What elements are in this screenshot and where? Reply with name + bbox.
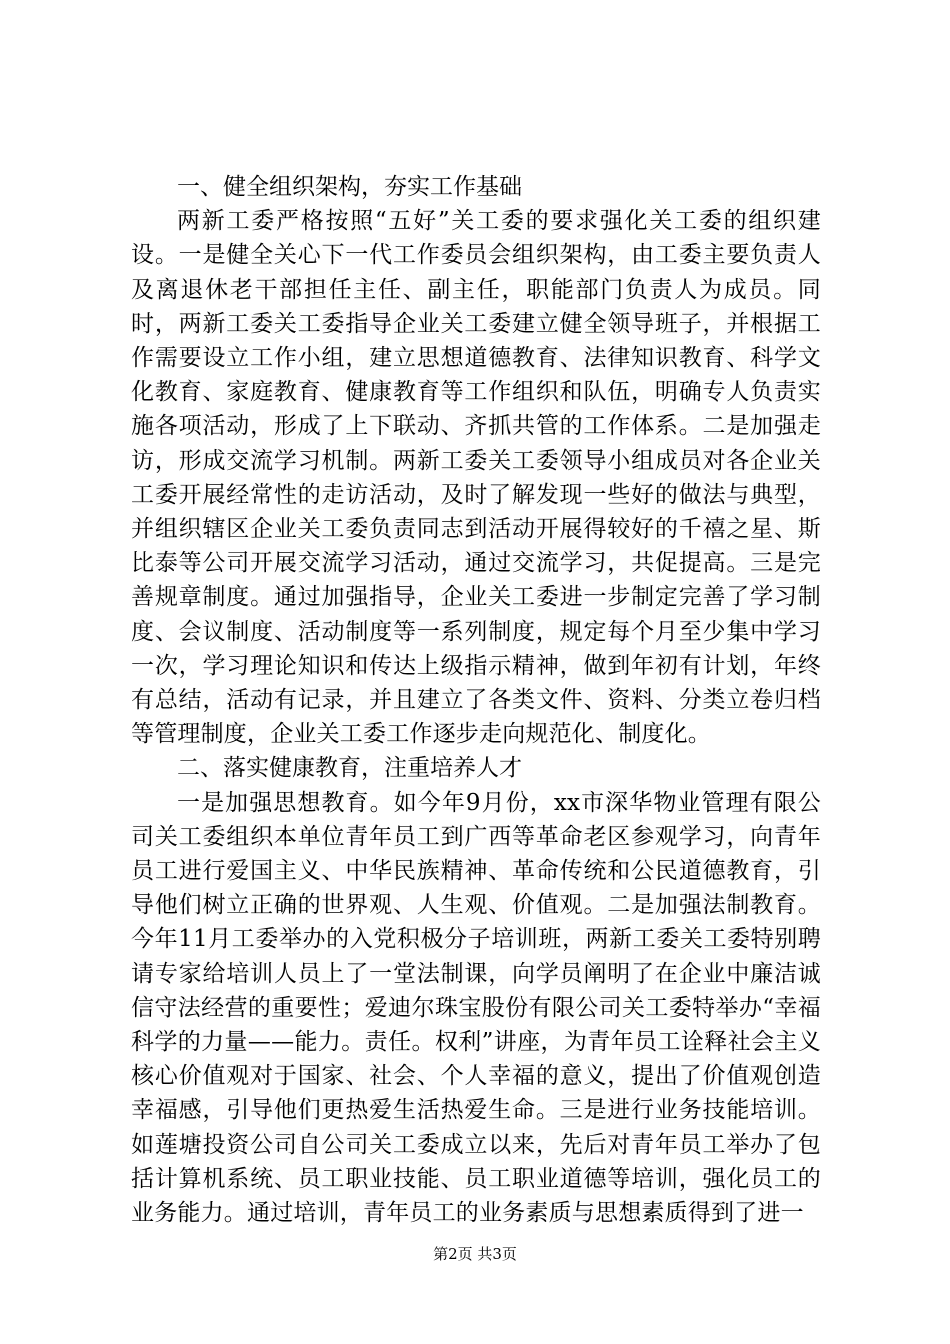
section-1-heading: 一、健全组织架构，夯实工作基础 bbox=[177, 174, 522, 200]
section-1-paragraph: 两新工委严格按照“五好”关工委的要求强化关工委的组织建设。一是健全关心下一代工作委员会组织架构，由工委主要负责人及离退休老干部担任主任、副主任，职能部门负责人为成员。同时，两新工委关工委指导企业关工委建立健全领导班子，并根据工作需要设立工作小组，建立思想道德教育、法律知识教育、科学文化教育、家庭教育、健康教育等工作组织和队伍，明确专人负责实施各项活动，形成了上下联动、齐抓共管的工作体系。二是加强走访，形成交流学习机制。两新工委关工委领导小组成员对各企业关工委开展经常性的走访活动，及时了解发现一些好的做法与典型，并组织辖区企业关工委负责同志到活动开展得较好的千禧之星、斯比泰等公司开展交流学习活动，通过交流学习，共促提高。三是完善规章制度。通过加强指导，企业关工委进一步制定完善了学习制度、会议制度、活动制度等一系列制度，规定每个月至少集中学习一次，学习理论知识和传达上级指示精神，做到年初有计划，年终有总结，活动有记录，并且建立了各类文件、资料、分类立卷归档等管理制度，企业关工委工作逐步走向规范化、制度化。 bbox=[131, 208, 821, 748]
page-number-footer: 第2页 共3页 bbox=[433, 1245, 517, 1263]
section-2-paragraph: 一是加强思想教育。如今年9月份，xx市深华物业管理有限公司关工委组织本单位青年员工到广西等革命老区参观学习，向青年员工进行爱国主义、中华民族精神、革命传统和公民道德教育，引导他们树立正确的世界观、人生观、价值观。二是加强法制教育。今年11月工委举办的入党积极分子培训班，两新工委关工委特别聘请专家给培训人员上了一堂法制课，向学员阐明了在企业中廉洁诚信守法经营的重要性；爱迪尔珠宝股份有限公司关工委特举办“幸福科学的力量——能力。责任。权利”讲座，为青年员工诠释社会主义核心价值观对于国家、社会、个人幸福的意义，提出了价值观创造幸福感，引导他们更热爱生活热爱生命。三是进行业务技能培训。如莲塘投资公司自公司关工委成立以来，先后对青年员工举办了包括计算机系统、员工职业技能、员工职业道德等培训，强化员工的业务能力。通过培训，青年员工的业务素质与思想素质得到了进一 bbox=[131, 789, 821, 1227]
document-body bbox=[131, 170, 821, 1230]
section-2-heading: 二、落实健康教育，注重培养人才 bbox=[177, 755, 522, 782]
